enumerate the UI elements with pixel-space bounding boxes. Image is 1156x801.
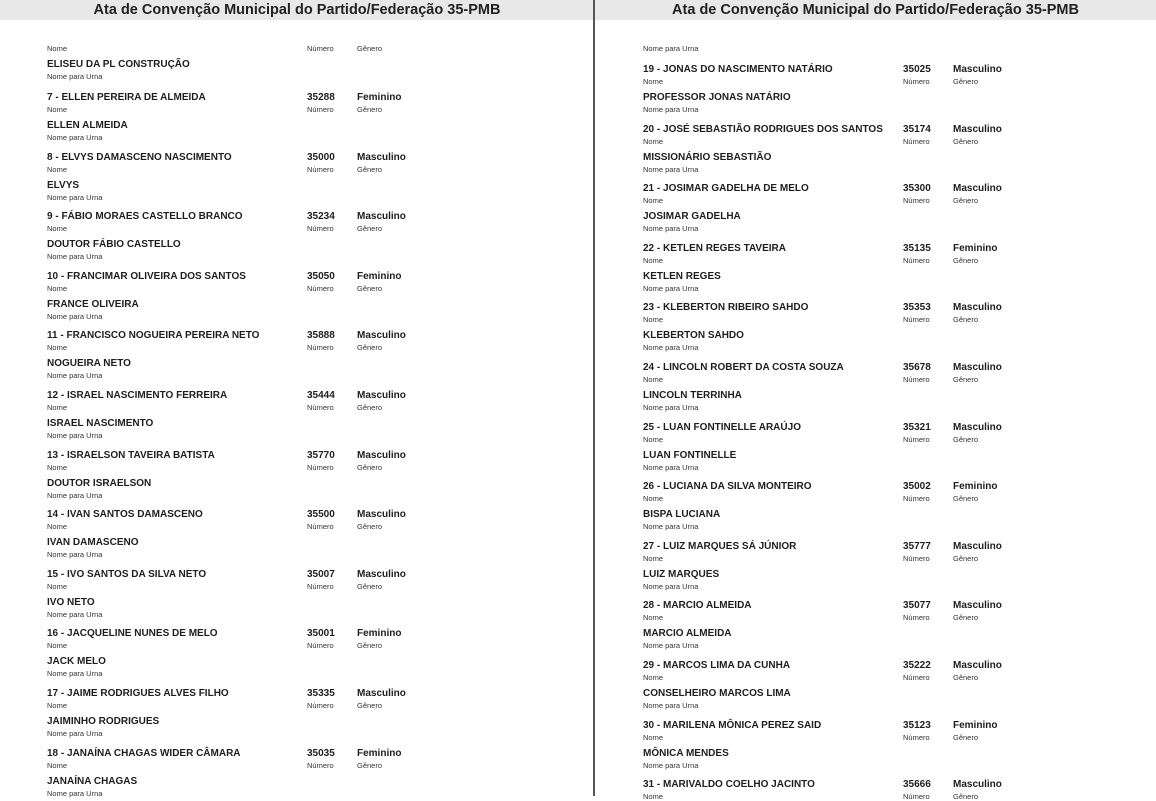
nome-urna-label: Nome para Urna (643, 522, 699, 531)
nome-urna-label: Nome para Urna (643, 105, 699, 114)
candidate-numero: 35222 (903, 660, 931, 671)
candidate-numero: 35007 (307, 569, 335, 580)
nome-label: Nome (643, 613, 664, 622)
genero-label: Gênero (953, 792, 979, 801)
candidate-genero: Masculino (357, 211, 406, 222)
candidate-nome: 27 - LUIZ MARQUES SÁ JÚNIOR (643, 541, 797, 552)
candidate-nome: 28 - MARCIO ALMEIDA (643, 600, 752, 611)
numero-label: Número (307, 641, 334, 650)
candidate-nome-urna: LINCOLN TERRINHA (643, 390, 742, 401)
nome-label: Nome (47, 343, 68, 352)
nome-label: Nome (643, 494, 664, 503)
genero-label: Gênero (953, 196, 979, 205)
nome-label: Nome (643, 733, 664, 742)
nome-urna-label: Nome para Urna (47, 371, 103, 380)
page-header-title: Ata de Convenção Municipal do Partido/Federação 35-PMB (595, 0, 1156, 20)
genero-label: Gênero (357, 522, 383, 531)
candidate-genero: Masculino (953, 600, 1002, 611)
candidate-nome: 30 - MARILENA MÔNICA PEREZ SAID (643, 720, 822, 731)
candidate-genero: Feminino (953, 720, 998, 731)
nome-label: Nome (47, 463, 68, 472)
numero-label: Número (307, 761, 334, 770)
candidate-nome-urna: KLEBERTON SAHDO (643, 330, 744, 341)
nome-label: Nome (643, 435, 664, 444)
numero-label: Número (307, 582, 334, 591)
candidate-numero: 35035 (307, 748, 335, 759)
candidate-nome-urna: MISSIONÁRIO SEBASTIÃO (643, 152, 772, 163)
candidate-nome: 26 - LUCIANA DA SILVA MONTEIRO (643, 481, 812, 492)
candidate-numero: 35077 (903, 600, 931, 611)
candidate-nome-urna: MÔNICA MENDES (643, 748, 729, 759)
candidate-nome: 25 - LUAN FONTINELLE ARAÚJO (643, 422, 801, 433)
candidate-genero: Masculino (357, 569, 406, 580)
candidate-nome: 16 - JACQUELINE NUNES DE MELO (47, 628, 218, 639)
candidate-numero: 35002 (903, 481, 931, 492)
genero-label: Gênero (357, 701, 383, 710)
nome-urna-label: Nome para Urna (47, 193, 103, 202)
candidate-nome-urna: JAIMINHO RODRIGUES (47, 716, 160, 727)
numero-label: Número (903, 494, 930, 503)
candidate-numero: 35678 (903, 362, 931, 373)
candidate-genero: Masculino (357, 390, 406, 401)
candidate-numero: 35050 (307, 271, 335, 282)
numero-label: Número (307, 463, 334, 472)
candidate-genero: Masculino (357, 450, 406, 461)
candidate-genero: Masculino (953, 302, 1002, 313)
genero-label: Gênero (953, 315, 979, 324)
numero-label: Número (903, 554, 930, 563)
candidate-genero: Masculino (953, 183, 1002, 194)
candidate-numero: 35353 (903, 302, 931, 313)
genero-label: Gênero (357, 463, 383, 472)
numero-label: Número (307, 343, 334, 352)
nome-label: Nome (643, 77, 664, 86)
nome-urna-label: Nome para Urna (47, 312, 103, 321)
candidate-genero: Masculino (357, 330, 406, 341)
nome-urna-label: Nome para Urna (643, 641, 699, 650)
genero-label: Gênero (953, 613, 979, 622)
candidate-nome-urna: ELISEU DA PL CONSTRUÇÃO (47, 59, 190, 70)
genero-label: Gênero (953, 256, 979, 265)
candidate-genero: Feminino (357, 628, 402, 639)
candidate-genero: Masculino (357, 688, 406, 699)
genero-label: Gênero (357, 761, 383, 770)
nome-urna-label: Nome para Urna (643, 463, 699, 472)
nome-urna-label: Nome para Urna (47, 789, 103, 798)
genero-label: Gênero (357, 44, 383, 53)
genero-label: Gênero (357, 224, 383, 233)
nome-urna-label: Nome para Urna (47, 550, 103, 559)
candidate-genero: Feminino (953, 243, 998, 254)
nome-urna-label: Nome para Urna (47, 133, 103, 142)
candidate-numero: 35288 (307, 92, 335, 103)
candidate-nome-urna: JANAÍNA CHAGAS (47, 776, 138, 787)
candidate-nome-urna: ELVYS (47, 180, 80, 191)
genero-label: Gênero (357, 284, 383, 293)
candidate-numero: 35001 (307, 628, 335, 639)
numero-label: Número (307, 44, 334, 53)
genero-label: Gênero (953, 494, 979, 503)
candidate-nome-urna: BISPA LUCIANA (643, 509, 721, 520)
candidate-nome-urna: ELLEN ALMEIDA (47, 120, 128, 131)
candidate-nome: 31 - MARIVALDO COELHO JACINTO (643, 779, 815, 790)
nome-label: Nome (643, 137, 664, 146)
candidate-numero: 35174 (903, 124, 931, 135)
candidate-numero: 35888 (307, 330, 335, 341)
nome-urna-label: Nome para Urna (47, 610, 103, 619)
candidate-genero: Masculino (953, 541, 1002, 552)
candidate-numero: 35321 (903, 422, 931, 433)
genero-label: Gênero (357, 403, 383, 412)
candidate-numero: 35770 (307, 450, 335, 461)
nome-label: Nome (47, 284, 68, 293)
numero-label: Número (903, 613, 930, 622)
genero-label: Gênero (953, 673, 979, 682)
candidate-nome: 14 - IVAN SANTOS DAMASCENO (47, 509, 203, 520)
candidate-nome-urna: JACK MELO (47, 656, 106, 667)
candidate-nome: 24 - LINCOLN ROBERT DA COSTA SOUZA (643, 362, 844, 373)
candidate-nome: 10 - FRANCIMAR OLIVEIRA DOS SANTOS (47, 271, 246, 282)
nome-urna-label: Nome para Urna (47, 729, 103, 738)
nome-label: Nome (47, 582, 68, 591)
nome-label: Nome (643, 196, 664, 205)
candidate-numero: 35135 (903, 243, 931, 254)
nome-urna-label: Nome para Urna (643, 284, 699, 293)
candidate-genero: Masculino (953, 660, 1002, 671)
candidate-nome-urna: IVAN DAMASCENO (47, 537, 139, 548)
nome-urna-label: Nome para Urna (643, 403, 699, 412)
nome-label: Nome (47, 522, 68, 531)
candidate-nome-urna: KETLEN REGES (643, 271, 721, 282)
candidate-numero: 35123 (903, 720, 931, 731)
candidate-genero: Feminino (953, 481, 998, 492)
nome-label: Nome (643, 375, 664, 384)
numero-label: Número (307, 403, 334, 412)
nome-label: Nome (47, 403, 68, 412)
candidate-nome-urna: IVO NETO (47, 597, 95, 608)
candidate-genero: Masculino (953, 64, 1002, 75)
candidate-nome: 13 - ISRAELSON TAVEIRA BATISTA (47, 450, 215, 461)
candidate-genero: Feminino (357, 271, 402, 282)
candidate-nome: 21 - JOSIMAR GADELHA DE MELO (643, 183, 809, 194)
candidate-nome-urna: ISRAEL NASCIMENTO (47, 418, 154, 429)
nome-urna-label: Nome para Urna (47, 491, 103, 500)
candidate-genero: Masculino (357, 152, 406, 163)
genero-label: Gênero (953, 137, 979, 146)
numero-label: Número (903, 137, 930, 146)
nome-urna-label: Nome para Urna (47, 72, 103, 81)
candidate-genero: Feminino (357, 92, 402, 103)
candidate-nome-urna: DOUTOR FÁBIO CASTELLO (47, 239, 181, 250)
candidate-nome: 9 - FÁBIO MORAES CASTELLO BRANCO (47, 211, 243, 222)
numero-label: Número (903, 77, 930, 86)
page-header-title: Ata de Convenção Municipal do Partido/Federação 35-PMB (0, 0, 594, 20)
nome-label: Nome (643, 315, 664, 324)
nome-urna-label: Nome para Urna (47, 431, 103, 440)
candidate-genero: Masculino (953, 124, 1002, 135)
candidate-nome-urna: NOGUEIRA NETO (47, 358, 131, 369)
nome-urna-label: Nome para Urna (47, 252, 103, 261)
nome-label: Nome (47, 701, 68, 710)
candidate-numero: 35444 (307, 390, 335, 401)
candidate-numero: 35025 (903, 64, 931, 75)
candidate-numero: 35000 (307, 152, 335, 163)
candidate-nome: 18 - JANAÍNA CHAGAS WIDER CÂMARA (47, 748, 241, 759)
numero-label: Número (903, 196, 930, 205)
nome-urna-label: Nome para Urna (643, 701, 699, 710)
candidate-nome: 23 - KLEBERTON RIBEIRO SAHDO (643, 302, 809, 313)
numero-label: Número (903, 792, 930, 801)
numero-label: Número (903, 315, 930, 324)
numero-label: Número (903, 256, 930, 265)
nome-urna-label: Nome para Urna (643, 582, 699, 591)
candidate-nome-urna: CONSELHEIRO MARCOS LIMA (643, 688, 791, 699)
candidate-nome-urna: FRANCE OLIVEIRA (47, 299, 139, 310)
numero-label: Número (903, 673, 930, 682)
nome-label: Nome (643, 554, 664, 563)
nome-label: Nome (643, 256, 664, 265)
numero-label: Número (307, 224, 334, 233)
candidate-nome: 12 - ISRAEL NASCIMENTO FERREIRA (47, 390, 228, 401)
numero-label: Número (307, 284, 334, 293)
candidate-nome: 19 - JONAS DO NASCIMENTO NATÁRIO (643, 64, 833, 75)
nome-urna-label: Nome para Urna (47, 669, 103, 678)
candidate-genero: Masculino (357, 509, 406, 520)
candidate-nome: 7 - ELLEN PEREIRA DE ALMEIDA (47, 92, 206, 103)
candidate-genero: Masculino (953, 422, 1002, 433)
nome-urna-label: Nome para Urna (643, 343, 699, 352)
genero-label: Gênero (953, 554, 979, 563)
genero-label: Gênero (953, 375, 979, 384)
genero-label: Gênero (953, 435, 979, 444)
nome-label: Nome (47, 761, 68, 770)
genero-label: Gênero (357, 105, 383, 114)
candidate-numero: 35300 (903, 183, 931, 194)
numero-label: Número (307, 701, 334, 710)
candidate-numero: 35234 (307, 211, 335, 222)
candidate-genero: Feminino (357, 748, 402, 759)
candidate-numero: 35500 (307, 509, 335, 520)
genero-label: Gênero (357, 582, 383, 591)
candidate-numero: 35777 (903, 541, 931, 552)
nome-label: Nome (47, 224, 68, 233)
candidate-genero: Masculino (953, 362, 1002, 373)
candidate-nome-urna: JOSIMAR GADELHA (643, 211, 741, 222)
candidate-nome: 22 - KETLEN REGES TAVEIRA (643, 243, 786, 254)
candidate-nome: 8 - ELVYS DAMASCENO NASCIMENTO (47, 152, 232, 163)
candidate-genero: Masculino (953, 779, 1002, 790)
candidate-nome-urna: MARCIO ALMEIDA (643, 628, 732, 639)
candidate-nome-urna: DOUTOR ISRAELSON (47, 478, 152, 489)
candidate-nome-urna: PROFESSOR JONAS NATÁRIO (643, 92, 791, 103)
candidate-nome: 17 - JAIME RODRIGUES ALVES FILHO (47, 688, 229, 699)
candidate-nome: 11 - FRANCISCO NOGUEIRA PEREIRA NETO (47, 330, 260, 341)
nome-urna-label: Nome para Urna (643, 224, 699, 233)
nome-label: Nome (47, 44, 68, 53)
nome-label: Nome (47, 641, 68, 650)
document-page-right (595, 0, 1156, 801)
numero-label: Número (307, 165, 334, 174)
nome-urna-label: Nome para Urna (643, 761, 699, 770)
genero-label: Gênero (357, 641, 383, 650)
numero-label: Número (307, 522, 334, 531)
numero-label: Número (903, 435, 930, 444)
numero-label: Número (903, 375, 930, 384)
nome-urna-label: Nome para Urna (643, 44, 699, 53)
nome-label: Nome (643, 792, 664, 801)
genero-label: Gênero (357, 343, 383, 352)
candidate-nome: 20 - JOSÉ SEBASTIÃO RODRIGUES DOS SANTOS (643, 124, 883, 135)
numero-label: Número (307, 105, 334, 114)
nome-urna-label: Nome para Urna (643, 165, 699, 174)
candidate-nome: 15 - IVO SANTOS DA SILVA NETO (47, 569, 207, 580)
candidate-numero: 35666 (903, 779, 931, 790)
genero-label: Gênero (953, 77, 979, 86)
candidate-nome: 29 - MARCOS LIMA DA CUNHA (643, 660, 791, 671)
nome-label: Nome (47, 165, 68, 174)
candidate-nome-urna: LUAN FONTINELLE (643, 450, 737, 461)
candidate-numero: 35335 (307, 688, 335, 699)
nome-label: Nome (47, 105, 68, 114)
numero-label: Número (903, 733, 930, 742)
genero-label: Gênero (953, 733, 979, 742)
genero-label: Gênero (357, 165, 383, 174)
nome-label: Nome (643, 673, 664, 682)
candidate-nome-urna: LUIZ MARQUES (643, 569, 720, 580)
